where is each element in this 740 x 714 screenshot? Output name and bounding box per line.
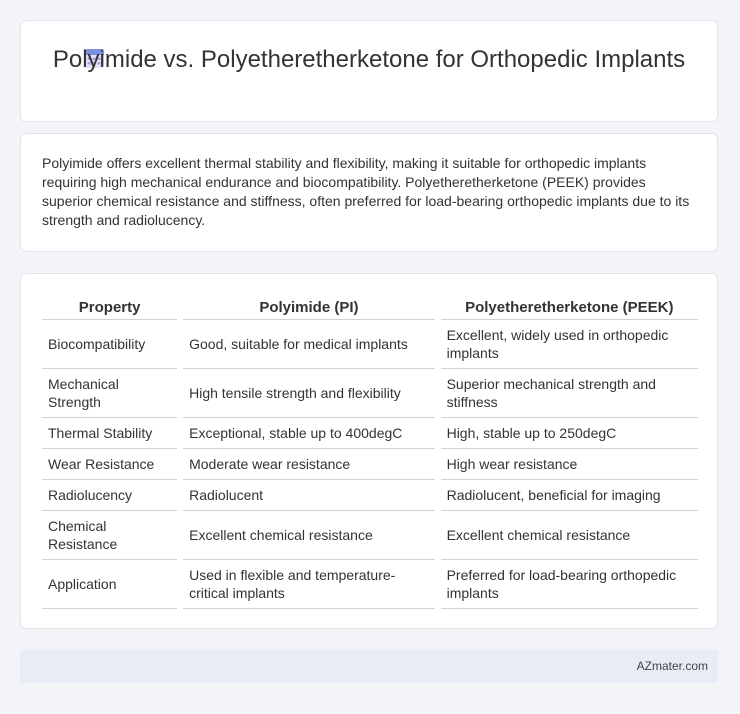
title-card xyxy=(20,20,718,122)
peek-cell: Excellent chemical resistance xyxy=(441,511,698,560)
peek-cell: Superior mechanical strength and stiffness xyxy=(441,369,698,418)
header-polyimide: Polyimide (PI) xyxy=(183,296,435,320)
property-cell: Chemical Resistance xyxy=(42,511,177,560)
header-property: Property xyxy=(42,296,177,320)
property-cell: Wear Resistance xyxy=(42,449,177,480)
property-cell: Biocompatibility xyxy=(42,320,177,369)
table-row xyxy=(42,449,698,480)
peek-cell: Excellent, widely used in orthopedic implants xyxy=(441,320,698,369)
table-row xyxy=(42,560,698,609)
polyimide-cell: Radiolucent xyxy=(183,480,435,511)
header-peek: Polyetheretherketone (PEEK) xyxy=(441,296,698,320)
polyimide-cell: Exceptional, stable up to 400degC xyxy=(183,418,435,449)
property-cell: Thermal Stability xyxy=(42,418,177,449)
table-row xyxy=(42,369,698,418)
property-cell: Mechanical Strength xyxy=(42,369,177,418)
table-row xyxy=(42,418,698,449)
property-cell: Application xyxy=(42,560,177,609)
table-row xyxy=(42,480,698,511)
table-header-row xyxy=(42,296,698,320)
table-row xyxy=(42,320,698,369)
polyimide-cell: High tensile strength and flexibility xyxy=(183,369,435,418)
polyimide-cell: Good, suitable for medical implants xyxy=(183,320,435,369)
polyimide-cell: Moderate wear resistance xyxy=(183,449,435,480)
table-row xyxy=(42,511,698,560)
footer-bar xyxy=(20,650,718,683)
summary-text: Polyimide offers excellent thermal stability and flexibility, making it suitable for orthopedic implants requiring high mechanical endurance and biocompatibility. Polyetheretherketone (PEEK) provides superior chemical resistance and stiffness, often preferred for load-bearing orthopedic implants due to its strength and radiolucency. xyxy=(42,155,690,228)
property-cell: Radiolucency xyxy=(42,480,177,511)
comparison-card xyxy=(20,273,718,629)
peek-cell: Radiolucent, beneficial for imaging xyxy=(441,480,698,511)
footer-brand: AZmater.com xyxy=(636,659,708,673)
peek-cell: High wear resistance xyxy=(441,449,698,480)
peek-cell: High, stable up to 250degC xyxy=(441,418,698,449)
polyimide-cell: Used in flexible and temperature-critical implants xyxy=(183,560,435,609)
peek-cell: Preferred for load-bearing orthopedic implants xyxy=(441,560,698,609)
polyimide-cell: Excellent chemical resistance xyxy=(183,511,435,560)
comparison-table xyxy=(42,296,698,609)
page-title: Polyimide vs. Polyetheretherketone for Orthopedic Implants xyxy=(52,46,686,73)
summary-card xyxy=(20,133,718,252)
